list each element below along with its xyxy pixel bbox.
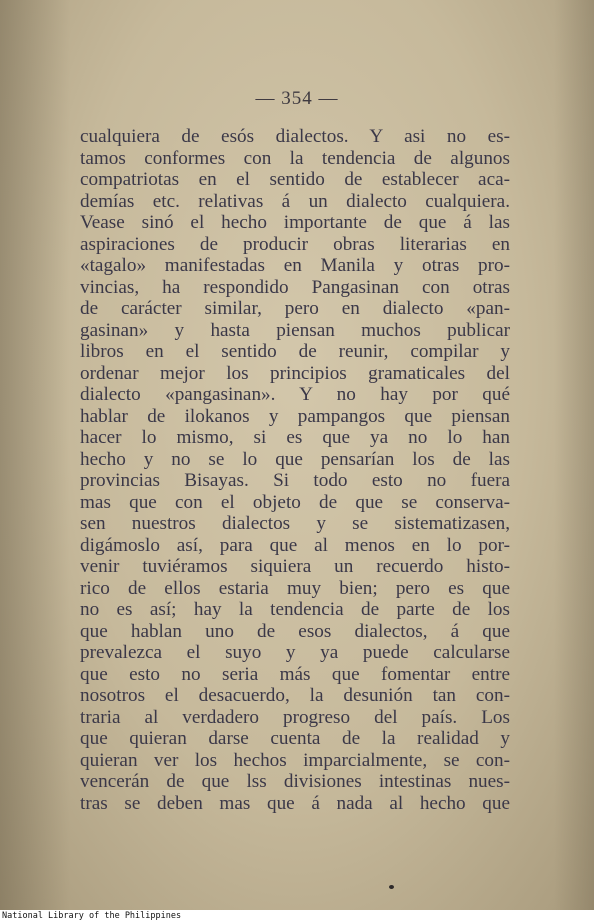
text-line: vincias, ha respondido Pangasinan con otras	[80, 276, 510, 298]
text-line: que quieran darse cuenta de la realidad y	[80, 728, 510, 749]
ink-speck	[389, 885, 394, 889]
text-line: sen nuestros dialectos y se sistematizasen,	[80, 513, 510, 534]
text-line: hecho y no se lo que pensarían los de las	[80, 448, 510, 470]
text-line: prevalezca el suyo y ya puede calcularse	[80, 642, 510, 663]
text-line: venir tuviéramos siquiera un recuerdo histo-	[80, 556, 510, 577]
text-line: que hablan uno de esos dialectos, á que	[80, 620, 510, 642]
text-line: ordenar mejor los principios gramaticales del	[80, 362, 510, 384]
page-number: — 354 —	[255, 88, 339, 109]
library-credit: National Library of the Philippines	[2, 911, 182, 921]
text-line: «tagalo» manifestadas en Manila y otras pro-	[80, 255, 510, 276]
text-line: que esto no seria más que fomentar entre	[80, 663, 510, 685]
text-line: vencerán de que lss divisiones intestinas nues-	[80, 771, 510, 792]
text-line: traria al verdadero progreso del país. Los	[80, 706, 510, 728]
text-line: provincias Bisayas. Si todo esto no fuera	[80, 470, 510, 491]
text-line: digámoslo así, para que al menos en lo por-	[80, 534, 510, 556]
text-line: rico de ellos estaria muy bien; pero es que	[80, 577, 510, 599]
text-line: demías etc. relativas á un dialecto cualquiera.	[80, 190, 510, 212]
text-line: Vease sinó el hecho importante de que á las	[80, 212, 510, 233]
text-line: hacer lo mismo, si es que ya no lo han	[80, 427, 510, 448]
text-line: compatriotas en el sentido de establecer aca-	[80, 169, 510, 190]
text-line: tamos conformes con la tendencia de algunos	[80, 147, 510, 169]
text-line: no es así; hay la tendencia de parte de los	[80, 599, 510, 620]
text-line: gasinan» y hasta piensan muchos publicar	[80, 319, 510, 341]
text-line: tras se deben mas que á nada al hecho que	[80, 792, 510, 814]
text-line: cualquiera de esós dialectos. Y asi no es-	[80, 126, 510, 147]
body-text	[80, 126, 510, 814]
text-line: aspiraciones de producir obras literarias en	[80, 233, 510, 255]
text-line: dialecto «pangasinan». Y no hay por qué	[80, 384, 510, 405]
text-line: hablar de ilokanos y pampangos que piensan	[80, 405, 510, 427]
text-line: mas que con el objeto de que se conserva-	[80, 491, 510, 513]
text-line: quieran ver los hechos imparcialmente, se con-	[80, 749, 510, 771]
text-line: de carácter similar, pero en dialecto «pan-	[80, 298, 510, 319]
text-line: libros en el sentido de reunir, compilar y	[80, 341, 510, 362]
text-line: nosotros el desacuerdo, la desunión tan con-	[80, 685, 510, 706]
